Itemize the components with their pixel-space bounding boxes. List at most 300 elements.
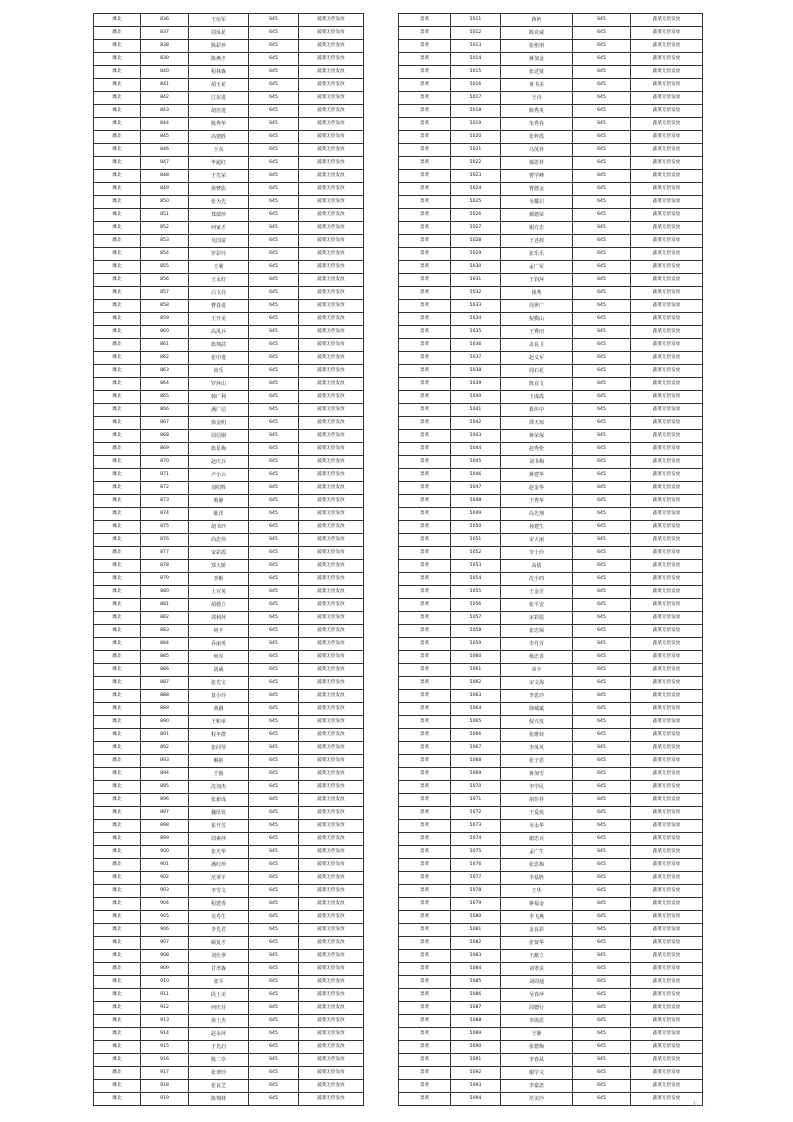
table-row (94, 937, 364, 950)
region-cell: 景黄 (399, 352, 451, 365)
id-cell: 841 (141, 79, 189, 92)
amount-cell: 645 (573, 703, 631, 716)
table-row (94, 222, 364, 235)
amount-cell: 645 (249, 872, 299, 885)
id-cell: 863 (141, 365, 189, 378)
table-row (94, 573, 364, 586)
table-row (399, 261, 703, 274)
amount-cell: 645 (573, 937, 631, 950)
note-cell: 蔬菜无偿发放 (299, 287, 364, 300)
region-cell: 景黄 (399, 768, 451, 781)
note-cell: 蔬菜无偿发放 (631, 534, 703, 547)
name-cell: 李学民 (501, 781, 573, 794)
table-row (399, 144, 703, 157)
region-cell: 景黄 (399, 92, 451, 105)
id-cell: 884 (141, 638, 189, 651)
id-cell: 5089 (451, 1028, 501, 1041)
region-cell: 潍北 (94, 40, 141, 53)
id-cell: 904 (141, 898, 189, 911)
amount-cell: 645 (249, 14, 299, 27)
name-cell: 张新成 (189, 794, 249, 807)
note-cell: 蔬菜无偿发放 (299, 196, 364, 209)
region-cell: 潍北 (94, 872, 141, 885)
note-cell: 蔬菜无偿发放 (631, 287, 703, 300)
name-cell: 赵义军 (501, 352, 573, 365)
name-cell: 张中进 (189, 352, 249, 365)
id-cell: 843 (141, 105, 189, 118)
name-cell: 卢小云 (189, 469, 249, 482)
name-cell: 朱秀春 (501, 118, 573, 131)
note-cell: 蔬菜无偿发放 (299, 794, 364, 807)
region-cell: 景黄 (399, 521, 451, 534)
id-cell: 5033 (451, 300, 501, 313)
name-cell: 王金芳 (501, 586, 573, 599)
name-cell: 王述荷 (501, 235, 573, 248)
amount-cell: 645 (249, 1002, 299, 1015)
amount-cell: 645 (573, 638, 631, 651)
table-row (399, 820, 703, 833)
amount-cell: 645 (249, 599, 299, 612)
amount-cell: 645 (573, 118, 631, 131)
amount-cell: 645 (249, 833, 299, 846)
table-row (399, 937, 703, 950)
name-cell: 张贤华 (501, 937, 573, 950)
table-row (94, 1015, 364, 1028)
table-row (94, 729, 364, 742)
id-cell: 5069 (451, 768, 501, 781)
region-cell: 潍北 (94, 352, 141, 365)
note-cell: 蔬菜无偿发放 (631, 807, 703, 820)
amount-cell: 645 (573, 1080, 631, 1093)
amount-cell: 645 (573, 92, 631, 105)
id-cell: 5026 (451, 209, 501, 222)
table-row (399, 573, 703, 586)
region-cell: 潍北 (94, 755, 141, 768)
note-cell: 蔬菜无偿发放 (299, 586, 364, 599)
table-row (399, 794, 703, 807)
amount-cell: 645 (249, 196, 299, 209)
note-cell: 蔬菜无偿发放 (631, 911, 703, 924)
name-cell: 王诗 (501, 92, 573, 105)
table-row (399, 1002, 703, 1015)
note-cell: 蔬菜无偿发放 (631, 924, 703, 937)
id-cell: 899 (141, 833, 189, 846)
name-cell: 王爱侠 (501, 807, 573, 820)
note-cell: 蔬菜无偿发放 (299, 209, 364, 222)
note-cell: 蔬菜无偿发放 (631, 1080, 703, 1093)
table-row (399, 716, 703, 729)
table-row (94, 183, 364, 196)
amount-cell: 645 (573, 1041, 631, 1054)
region-cell: 景黄 (399, 729, 451, 742)
id-cell: 902 (141, 872, 189, 885)
table-row (399, 287, 703, 300)
note-cell: 蔬菜无偿发放 (631, 183, 703, 196)
note-cell: 蔬菜无偿发放 (631, 612, 703, 625)
note-cell: 蔬菜无偿发放 (631, 742, 703, 755)
id-cell: 5041 (451, 404, 501, 417)
id-cell: 860 (141, 326, 189, 339)
note-cell: 蔬菜无偿发放 (299, 456, 364, 469)
name-cell: 高建胜 (189, 131, 249, 144)
name-cell: 魏厚发 (189, 807, 249, 820)
name-cell: 章丰 (501, 664, 573, 677)
note-cell: 蔬菜无偿发放 (631, 521, 703, 534)
id-cell: 893 (141, 755, 189, 768)
table-row (399, 924, 703, 937)
amount-cell: 645 (249, 66, 299, 79)
table-row (399, 859, 703, 872)
id-cell: 913 (141, 1015, 189, 1028)
id-cell: 911 (141, 989, 189, 1002)
note-cell: 蔬菜无偿发放 (631, 664, 703, 677)
id-cell: 5094 (451, 1093, 501, 1106)
name-cell: 吴春萍 (501, 989, 573, 1002)
id-cell: 5031 (451, 274, 501, 287)
id-cell: 5067 (451, 742, 501, 755)
table-row (94, 716, 364, 729)
region-cell: 潍北 (94, 508, 141, 521)
id-cell: 5032 (451, 287, 501, 300)
region-cell: 景黄 (399, 820, 451, 833)
id-cell: 5091 (451, 1054, 501, 1067)
note-cell: 蔬菜无偿发放 (299, 1080, 364, 1093)
table-row (94, 365, 364, 378)
table-row (94, 989, 364, 1002)
amount-cell: 645 (573, 794, 631, 807)
note-cell: 蔬菜无偿发放 (631, 313, 703, 326)
note-cell: 蔬菜无偿发放 (631, 651, 703, 664)
region-cell: 景黄 (399, 365, 451, 378)
amount-cell: 645 (573, 521, 631, 534)
table-row (94, 534, 364, 547)
name-cell: 乔丽英 (189, 638, 249, 651)
amount-cell: 645 (573, 742, 631, 755)
id-cell: 5078 (451, 885, 501, 898)
id-cell: 855 (141, 261, 189, 274)
region-cell: 景黄 (399, 27, 451, 40)
note-cell: 蔬菜无偿发放 (299, 950, 364, 963)
table-row (94, 703, 364, 716)
amount-cell: 645 (249, 976, 299, 989)
amount-cell: 645 (249, 846, 299, 859)
table-row (399, 638, 703, 651)
amount-cell: 645 (249, 651, 299, 664)
amount-cell: 645 (573, 235, 631, 248)
id-cell: 889 (141, 703, 189, 716)
id-cell: 5030 (451, 261, 501, 274)
name-cell: 赵庆兵 (189, 456, 249, 469)
name-cell: 张为先 (189, 196, 249, 209)
amount-cell: 645 (249, 391, 299, 404)
name-cell: 孟广生 (501, 846, 573, 859)
id-cell: 5039 (451, 378, 501, 391)
note-cell: 蔬菜无偿发放 (631, 261, 703, 274)
table-row (94, 924, 364, 937)
note-cell: 蔬菜无偿发放 (631, 248, 703, 261)
id-cell: 862 (141, 352, 189, 365)
name-cell: 孟广军 (501, 261, 573, 274)
region-cell: 景黄 (399, 339, 451, 352)
id-cell: 914 (141, 1028, 189, 1041)
table-row (94, 963, 364, 976)
id-cell: 5012 (451, 27, 501, 40)
note-cell: 蔬菜无偿发放 (299, 1067, 364, 1080)
name-cell: 倪兴发 (501, 716, 573, 729)
amount-cell: 645 (249, 248, 299, 261)
name-cell: 于先荣 (189, 170, 249, 183)
note-cell: 蔬菜无偿发放 (299, 729, 364, 742)
note-cell: 蔬菜无偿发放 (631, 833, 703, 846)
amount-cell: 645 (573, 261, 631, 274)
name-cell: 杨忠香 (501, 651, 573, 664)
name-cell: 吴永华 (501, 820, 573, 833)
region-cell: 景黄 (399, 404, 451, 417)
table-row (399, 456, 703, 469)
region-cell: 潍北 (94, 404, 141, 417)
region-cell: 潍北 (94, 144, 141, 157)
note-cell: 蔬菜无偿发放 (299, 404, 364, 417)
table-row (399, 755, 703, 768)
amount-cell: 645 (573, 209, 631, 222)
region-cell: 潍北 (94, 833, 141, 846)
amount-cell: 645 (573, 482, 631, 495)
table-row (399, 534, 703, 547)
region-cell: 景黄 (399, 703, 451, 716)
table-row (399, 183, 703, 196)
amount-cell: 645 (573, 846, 631, 859)
amount-cell: 645 (573, 105, 631, 118)
note-cell: 蔬菜无偿发放 (299, 846, 364, 859)
id-cell: 849 (141, 183, 189, 196)
id-cell: 864 (141, 378, 189, 391)
table-row (399, 170, 703, 183)
table-row (94, 443, 364, 456)
region-cell: 潍北 (94, 300, 141, 313)
name-cell: 蒋福金 (501, 898, 573, 911)
id-cell: 881 (141, 599, 189, 612)
amount-cell: 645 (249, 1054, 299, 1067)
name-cell: 何军 (189, 651, 249, 664)
amount-cell: 645 (573, 404, 631, 417)
amount-cell: 645 (573, 352, 631, 365)
amount-cell: 645 (573, 196, 631, 209)
name-cell: 刘仕翠 (189, 950, 249, 963)
region-cell: 潍北 (94, 495, 141, 508)
amount-cell: 645 (249, 40, 299, 53)
name-cell: 陈翔林 (189, 1093, 249, 1106)
name-cell: 蒋加金 (501, 53, 573, 66)
amount-cell: 645 (573, 40, 631, 53)
amount-cell: 645 (249, 768, 299, 781)
amount-cell: 645 (249, 885, 299, 898)
name-cell: 李彬 (189, 573, 249, 586)
amount-cell: 645 (249, 521, 299, 534)
id-cell: 871 (141, 469, 189, 482)
id-cell: 838 (141, 40, 189, 53)
table-row (399, 482, 703, 495)
id-cell: 908 (141, 950, 189, 963)
id-cell: 854 (141, 248, 189, 261)
region-cell: 潍北 (94, 781, 141, 794)
amount-cell: 645 (249, 586, 299, 599)
name-cell: 张翠玲 (189, 1067, 249, 1080)
name-cell: 赵秀伦 (501, 443, 573, 456)
amount-cell: 645 (249, 495, 299, 508)
region-cell: 景黄 (399, 66, 451, 79)
name-cell: 盖良彩 (501, 924, 573, 937)
region-cell: 潍北 (94, 1093, 141, 1106)
name-cell: 张述贤 (501, 66, 573, 79)
name-cell: 刘绍辉 (189, 482, 249, 495)
region-cell: 景黄 (399, 534, 451, 547)
amount-cell: 645 (573, 599, 631, 612)
region-cell: 潍北 (94, 378, 141, 391)
name-cell: 潘广信 (189, 404, 249, 417)
note-cell: 蔬菜无偿发放 (299, 92, 364, 105)
table-row (94, 196, 364, 209)
region-cell: 景黄 (399, 430, 451, 443)
table-row (94, 430, 364, 443)
table-row (94, 911, 364, 924)
amount-cell: 645 (249, 27, 299, 40)
region-cell: 潍北 (94, 820, 141, 833)
note-cell: 蔬菜无偿发放 (631, 963, 703, 976)
name-cell: 赵永萍 (189, 1028, 249, 1041)
amount-cell: 645 (573, 950, 631, 963)
id-cell: 5054 (451, 573, 501, 586)
table-row (94, 781, 364, 794)
amount-cell: 645 (573, 495, 631, 508)
table-row (399, 833, 703, 846)
id-cell: 5037 (451, 352, 501, 365)
note-cell: 蔬菜无偿发放 (631, 222, 703, 235)
table-row (94, 755, 364, 768)
name-cell: 崔开芳 (189, 820, 249, 833)
id-cell: 5023 (451, 170, 501, 183)
region-cell: 潍北 (94, 898, 141, 911)
amount-cell: 645 (249, 469, 299, 482)
name-cell: 吴寿生 (189, 911, 249, 924)
region-cell: 潍北 (94, 235, 141, 248)
amount-cell: 645 (249, 118, 299, 131)
table-row (399, 560, 703, 573)
region-cell: 潍北 (94, 924, 141, 937)
table-row (399, 1080, 703, 1093)
table-row (94, 339, 364, 352)
amount-cell: 645 (573, 755, 631, 768)
table-row (94, 326, 364, 339)
id-cell: 5081 (451, 924, 501, 937)
name-cell: 王献立 (501, 950, 573, 963)
name-cell: 徐梦影 (189, 183, 249, 196)
amount-cell: 645 (249, 729, 299, 742)
id-cell: 848 (141, 170, 189, 183)
name-cell: 赵金华 (501, 482, 573, 495)
region-cell: 景黄 (399, 755, 451, 768)
table-row (399, 157, 703, 170)
amount-cell: 645 (573, 768, 631, 781)
name-cell: 蔡静 (189, 495, 249, 508)
name-cell: 宋彩霞 (501, 612, 573, 625)
table-row (399, 430, 703, 443)
amount-cell: 645 (249, 209, 299, 222)
id-cell: 905 (141, 911, 189, 924)
name-cell: 王帜举 (189, 716, 249, 729)
amount-cell: 645 (249, 820, 299, 833)
amount-cell: 645 (249, 950, 299, 963)
region-cell: 景黄 (399, 1054, 451, 1067)
table-row (94, 599, 364, 612)
amount-cell: 645 (249, 742, 299, 755)
name-cell: 王秀田 (501, 326, 573, 339)
name-cell: 郭利萍 (189, 612, 249, 625)
region-cell: 景黄 (399, 417, 451, 430)
note-cell: 蔬菜无偿发放 (631, 872, 703, 885)
note-cell: 蔬菜无偿发放 (631, 196, 703, 209)
id-cell: 5048 (451, 495, 501, 508)
table-row (399, 131, 703, 144)
note-cell: 蔬菜无偿发放 (631, 781, 703, 794)
id-cell: 877 (141, 547, 189, 560)
table-row (399, 690, 703, 703)
region-cell: 景黄 (399, 118, 451, 131)
name-cell: 胡玉花 (189, 79, 249, 92)
amount-cell: 645 (249, 404, 299, 417)
name-cell: 尚忠伟 (189, 534, 249, 547)
id-cell: 5015 (451, 66, 501, 79)
name-cell: 周素萍 (189, 833, 249, 846)
name-cell: 陈二亭 (189, 1054, 249, 1067)
name-cell: 王华 (501, 885, 573, 898)
table-row (94, 846, 364, 859)
note-cell: 蔬菜无偿发放 (299, 755, 364, 768)
id-cell: 5046 (451, 469, 501, 482)
table-row (399, 729, 703, 742)
id-cell: 5056 (451, 599, 501, 612)
table-row (94, 261, 364, 274)
amount-cell: 645 (249, 157, 299, 170)
name-cell: 王永好 (189, 274, 249, 287)
table-row (399, 586, 703, 599)
name-cell: 宋大丽 (501, 534, 573, 547)
name-cell: 胡佳进 (189, 105, 249, 118)
region-cell: 景黄 (399, 625, 451, 638)
id-cell: 873 (141, 495, 189, 508)
table-row (94, 521, 364, 534)
region-cell: 潍北 (94, 196, 141, 209)
note-cell: 蔬菜无偿发放 (299, 573, 364, 586)
region-cell: 潍北 (94, 807, 141, 820)
id-cell: 888 (141, 690, 189, 703)
name-cell: 周信刚 (189, 430, 249, 443)
id-cell: 5063 (451, 690, 501, 703)
region-cell: 景黄 (399, 885, 451, 898)
name-cell: 甘孝森 (189, 963, 249, 976)
name-cell: 张同琴 (189, 742, 249, 755)
table-row (94, 209, 364, 222)
name-cell: 韩广利 (189, 391, 249, 404)
name-cell: 徐士杰 (189, 1015, 249, 1028)
table-row (399, 950, 703, 963)
note-cell: 蔬菜无偿发放 (299, 612, 364, 625)
amount-cell: 645 (573, 729, 631, 742)
id-cell: 5022 (451, 157, 501, 170)
amount-cell: 645 (573, 274, 631, 287)
region-cell: 潍北 (94, 690, 141, 703)
region-cell: 景黄 (399, 183, 451, 196)
note-cell: 蔬菜无偿发放 (631, 209, 703, 222)
